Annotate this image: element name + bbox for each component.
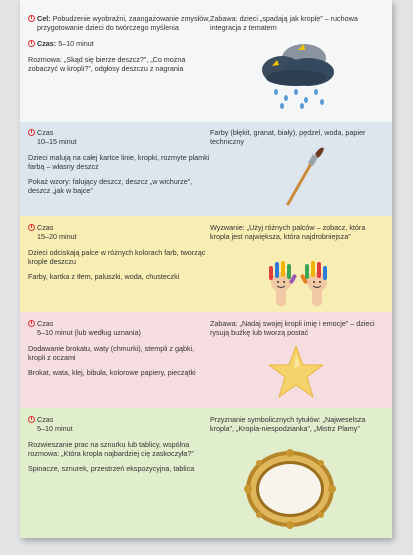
- painted-hands-icon: [260, 258, 340, 308]
- time-value: 5–10 minut: [37, 424, 73, 434]
- rain-cloud-icon: [258, 42, 338, 110]
- activity-description: Dzieci odciskają palce w różnych kolorach farb, tworząc krople deszczu: [28, 247, 206, 266]
- time-value: 10–15 minut: [37, 137, 77, 147]
- materials-text: Brokat, wata, klej, bibuła, kolorowe papiery, pieczątki: [28, 368, 196, 378]
- time-value: 5–10 minut (lub według uznania): [37, 328, 141, 338]
- section-decorating: [20, 312, 392, 408]
- ornate-frame-icon: [242, 448, 338, 530]
- clock-icon: [28, 129, 35, 136]
- activity-description: Rozmowa: „Skąd się bierze deszcz?”, „Co można zobaczyć w kropli?”, odgłosy deszczu z nagrania: [28, 54, 186, 74]
- activity-description: Dodawanie brokatu, waty (chmurki), stempli z gąbki, kropli z oczami: [28, 343, 195, 362]
- section-fingerprints-left: [28, 223, 213, 287]
- section-decorating-left: [28, 319, 213, 383]
- activity-description: Dzieci malują na całej kartce linie, kropki, rozmyte plamki farbą – własny deszcz: [28, 152, 210, 171]
- section-intro-left: [28, 14, 213, 79]
- clock-icon: [28, 40, 35, 47]
- time-label: Czas: [37, 415, 54, 424]
- goal-text: Pobudzenie wyobraźni, zaangażowanie zmysłów, przygotowanie dzieci do twórczego myślenia: [37, 14, 211, 33]
- time-label: Czas: [37, 128, 54, 137]
- section-painting: [20, 122, 392, 216]
- time-value: 15–20 minut: [37, 232, 77, 242]
- time-label: Czas: [37, 319, 54, 328]
- time-value: 5–10 minut: [58, 38, 94, 48]
- awards-text: Przyznanie symbolicznych tytułów: „Najweselsza kropla”, „Kropla-niespodzianka”, „Mistrz Plamy”: [210, 415, 366, 434]
- clock-icon: [28, 416, 35, 423]
- activity-tip: Pokaż wzory: falujący deszcz, deszcz „w wichurze”, deszcz „jak w bajce”: [28, 177, 193, 196]
- section-intro: [20, 0, 392, 122]
- section-exhibition-left: [28, 415, 213, 479]
- clock-icon: [28, 15, 35, 22]
- materials-text: Spinacze, sznurek, przestrzeń ekspozycyjna, tablica: [28, 464, 195, 474]
- challenge-text: Wyzwanie: „Użyj różnych palców – zobacz, która kropla jest największa, która najdrobniejsza”: [210, 223, 366, 242]
- star-icon: [266, 344, 326, 402]
- section-painting-left: [28, 128, 213, 202]
- lesson-plan-page: [20, 0, 392, 538]
- goal-label: Cel:: [37, 14, 51, 23]
- time-label: Czas: [37, 223, 54, 232]
- materials-text: Farby (błękit, granat, biały), pędzel, woda, papier techniczny: [210, 128, 366, 147]
- paintbrush-icon: [282, 146, 328, 208]
- section-intro-right: Zabawa: dzieci „spadają jak krople” – ruchowa integracja z tematem: [210, 14, 358, 33]
- time-label: Czas:: [37, 38, 57, 48]
- clock-icon: [28, 224, 35, 231]
- section-exhibition: [20, 408, 392, 538]
- activity-description: Rozwieszanie prac na sznurku lub tablicy, wspólna rozmowa: „Która kropla najbardziej cię zaskoczyła?”: [28, 439, 194, 458]
- section-fingerprints: [20, 216, 392, 312]
- game-text: Zabawa: „Nadaj swojej kropli imię i emocje” – dzieci rysują buźkę lub tworzą postać: [210, 319, 375, 338]
- clock-icon: [28, 320, 35, 327]
- materials-text: Farby, kartka z tłem, paluszki, woda, chusteczki: [28, 272, 180, 282]
